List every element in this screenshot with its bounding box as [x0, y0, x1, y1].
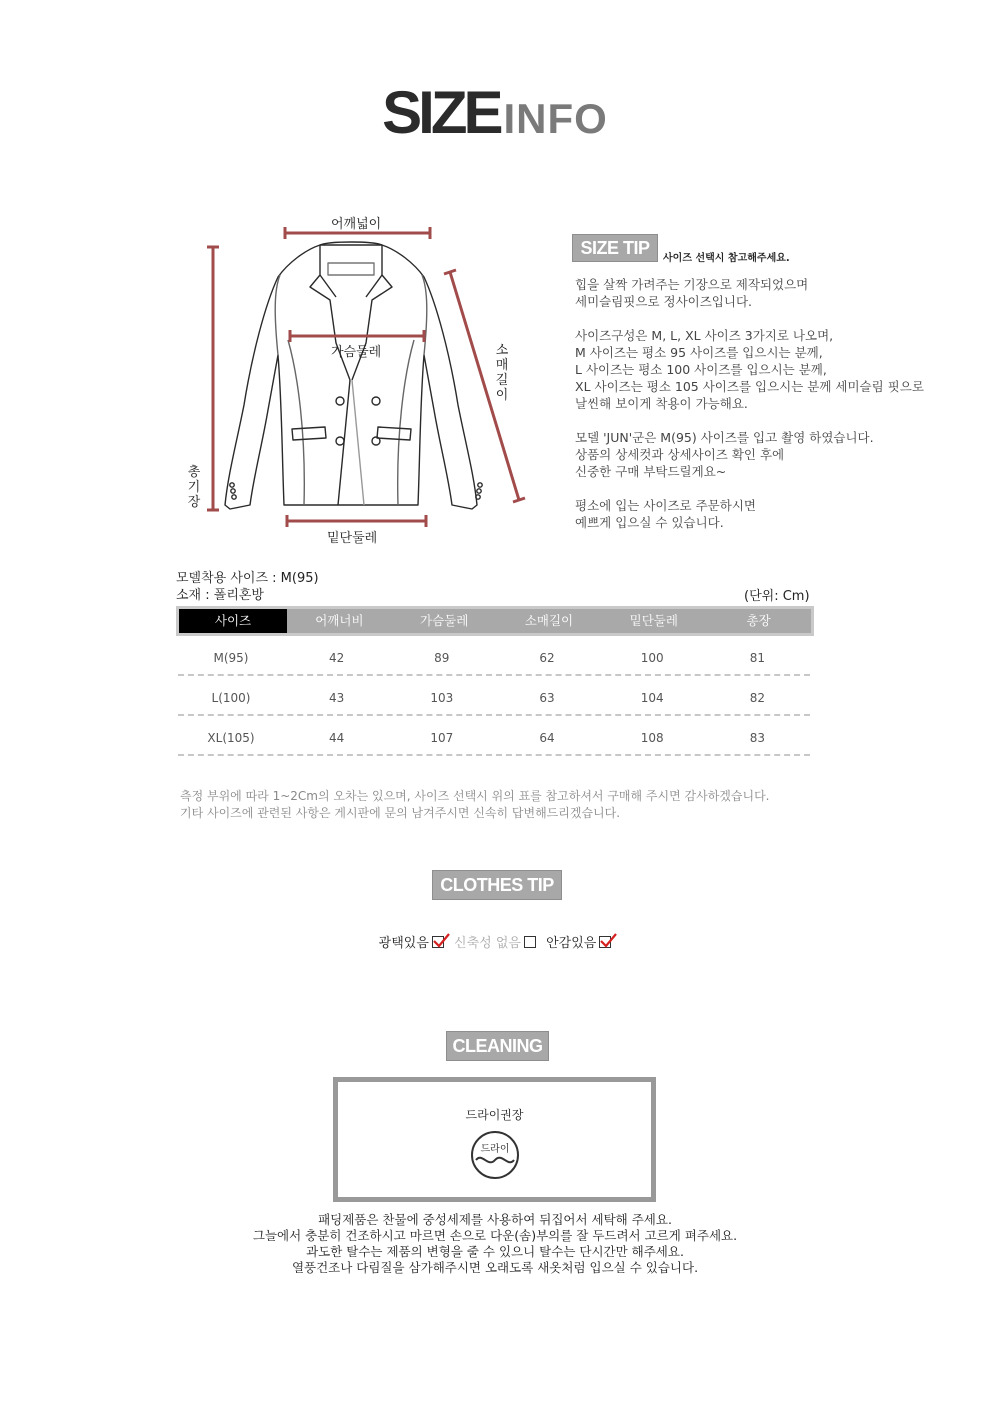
care-line: 과도한 탈수는 제품의 변형을 줄 수 있으니 탈수는 단시간만 해주세요. — [306, 1244, 684, 1259]
tip-line: L 사이즈는 평소 100 사이즈를 입으시는 분께, — [575, 362, 827, 377]
table-row — [178, 636, 810, 676]
label-length — [187, 465, 201, 510]
length-char: 총 — [187, 465, 201, 480]
dry-clean-icon — [470, 1130, 520, 1180]
tip-line: 사이즈구성은 M, L, XL 사이즈 3가지로 나오며, — [575, 328, 834, 343]
label-sleeve — [495, 343, 509, 403]
title-size: SIZE — [382, 79, 500, 146]
sleeve-char: 길 — [495, 373, 509, 388]
option-label: 광택있음 — [378, 936, 429, 951]
size-table — [176, 606, 814, 756]
dry-clean-label: 드라이권장 — [465, 1108, 524, 1122]
tip-line: M 사이즈는 평소 95 사이즈를 입으시는 분께, — [575, 345, 823, 360]
cell-size: XL(105) — [207, 731, 255, 745]
cell: 89 — [434, 651, 450, 665]
cell: 82 — [749, 691, 766, 705]
header-size: 사이즈 — [179, 609, 287, 633]
label-hem: 밑단둘레 — [327, 531, 378, 546]
cell: 43 — [328, 691, 345, 705]
table-row — [178, 676, 810, 716]
model-size: 모델착용 사이즈 : M(95) — [176, 571, 319, 586]
product-meta — [176, 570, 319, 604]
jacket-measurement-diagram — [170, 205, 540, 550]
cell: 103 — [430, 691, 454, 705]
cell: 42 — [328, 651, 345, 665]
tip-line: 세미슬림핏으로 정사이즈입니다. — [575, 294, 752, 309]
cell: 63 — [539, 691, 555, 705]
option-label: 신축성 없음 — [454, 936, 521, 951]
table-row — [178, 716, 810, 756]
clothes-tip-badge: CLOTHES TIP — [432, 870, 562, 900]
cell-size: M(95) — [213, 651, 249, 665]
option-gloss — [379, 932, 444, 951]
length-char: 기 — [187, 480, 201, 495]
jacket-illustration — [170, 205, 540, 550]
care-instructions — [0, 1212, 990, 1276]
checkbox-unchecked — [524, 936, 536, 948]
tip-line: XL 사이즈는 평소 105 사이즈를 입으시는 분께 세미슬림 핏으로 — [575, 379, 924, 394]
size-tip-note: 사이즈 선택시 참고해주세요. — [663, 253, 790, 264]
check-icon — [599, 932, 617, 950]
cleaning-badge: CLEANING — [446, 1031, 549, 1061]
checkbox-checked — [599, 936, 611, 948]
dry-icon-text: 드라이 — [480, 1144, 510, 1155]
cell: 100 — [640, 651, 664, 665]
checkbox-checked — [432, 936, 444, 948]
cleaning-box — [333, 1077, 656, 1202]
header-shoulder: 어깨너비 — [315, 613, 364, 628]
size-info-title — [0, 78, 990, 147]
cell: 104 — [640, 691, 664, 705]
tip-line: 신중한 구매 부탁드릴게요~ — [575, 464, 727, 479]
size-tip-badge: SIZE TIP — [572, 234, 658, 262]
tip-line: 평소에 입는 사이즈로 주문하시면 — [575, 498, 756, 513]
tip-line: 힙을 살짝 가려주는 기장으로 제작되었으며 — [575, 277, 809, 292]
notice-line: 측정 부위에 따라 1~2Cm의 오차는 있으며, 사이즈 선택시 위의 표를 참고하셔서 구매해 주시면 감사하겠습니다. — [180, 789, 770, 803]
cell: 81 — [749, 651, 766, 665]
sleeve-char: 매 — [495, 358, 509, 373]
notice-line: 기타 사이즈에 관련된 사항은 게시판에 문의 남겨주시면 신속히 답변해드리겠습니다. — [180, 806, 621, 820]
unit-label: (단위: Cm) — [744, 589, 810, 604]
cell: 108 — [640, 731, 664, 745]
cell: 62 — [539, 651, 555, 665]
title-info: INFO — [503, 95, 608, 142]
cell-size: L(100) — [211, 691, 251, 705]
tip-line: 날씬해 보이게 착용이 가능해요. — [575, 396, 748, 411]
header-sleeve: 소매길이 — [524, 613, 574, 628]
size-tip-text — [575, 276, 975, 531]
tip-line: 상품의 상세컷과 상세사이즈 확인 후에 — [575, 447, 785, 462]
measurement-notice — [180, 788, 769, 822]
header-hem: 밑단둘레 — [629, 613, 678, 628]
option-stretch — [454, 932, 536, 951]
cell: 107 — [430, 731, 454, 745]
tip-line: 모델 'JUN'군은 M(95) 사이즈를 입고 촬영 하였습니다. — [575, 430, 874, 445]
care-line: 그늘에서 충분히 건조하시고 마르면 손으로 다운(솜)부의를 잘 두드려서 고르게 펴주세요. — [252, 1228, 738, 1243]
length-char: 장 — [187, 495, 201, 510]
header-chest: 가슴둘레 — [420, 613, 469, 628]
material: 소재 : 폴리혼방 — [176, 588, 264, 603]
option-lining — [546, 932, 611, 951]
sleeve-char: 이 — [495, 388, 509, 403]
sleeve-char: 소 — [495, 343, 509, 358]
care-line: 열풍건조나 다림질을 삼가해주시면 오래도록 새옷처럼 입으실 수 있습니다. — [291, 1260, 699, 1275]
dry-clean-symbol — [470, 1130, 520, 1180]
check-icon — [432, 932, 450, 950]
cell: 83 — [749, 731, 766, 745]
clothes-tip-options — [0, 932, 990, 951]
cell: 44 — [328, 731, 345, 745]
label-shoulder: 어깨넓이 — [331, 217, 382, 232]
option-label: 안감있음 — [546, 936, 597, 951]
cell: 64 — [539, 731, 555, 745]
tip-line: 예쁘게 입으실 수 있습니다. — [575, 515, 724, 530]
label-chest: 가슴둘레 — [331, 345, 382, 360]
header-length: 총장 — [746, 613, 771, 628]
table-header — [176, 606, 814, 636]
care-line: 패딩제품은 찬물에 중성세제를 사용하여 뒤집어서 세탁해 주세요. — [318, 1212, 672, 1227]
